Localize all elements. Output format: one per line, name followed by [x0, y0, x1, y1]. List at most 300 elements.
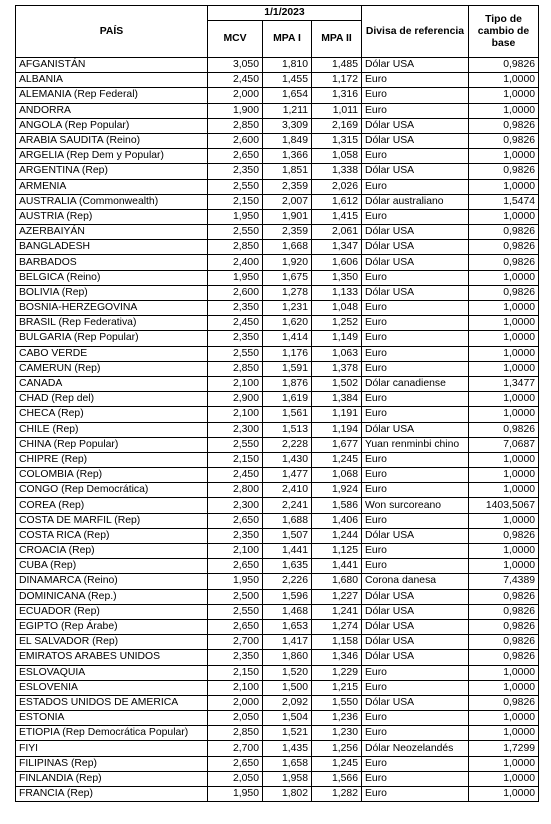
mcv-cell: 2,550	[208, 437, 263, 452]
mpa2-column-header: MPA II	[312, 21, 362, 58]
table-row	[16, 164, 539, 179]
rate-cell: 0,9826	[469, 528, 539, 543]
currency-cell: Dólar USA	[362, 604, 469, 619]
mpa1-cell: 1,688	[263, 513, 312, 528]
rate-cell: 1,0000	[469, 787, 539, 802]
country-cell: DINAMARCA (Reino)	[16, 574, 208, 589]
currency-cell: Dólar USA	[362, 285, 469, 300]
table-row	[16, 376, 539, 391]
allowance-rate-table	[15, 5, 539, 802]
mpa1-cell: 1,366	[263, 149, 312, 164]
table-row	[16, 149, 539, 164]
currency-cell: Won surcoreano	[362, 498, 469, 513]
country-cell: CHAD (Rep del)	[16, 392, 208, 407]
country-column-header: PAÍS	[16, 6, 208, 58]
table-row	[16, 726, 539, 741]
mpa1-cell: 1,920	[263, 255, 312, 270]
rate-cell: 1403,5067	[469, 498, 539, 513]
mcv-cell: 2,550	[208, 179, 263, 194]
mpa2-cell: 1,048	[312, 301, 362, 316]
mpa1-cell: 1,675	[263, 270, 312, 285]
rate-cell: 1,0000	[469, 270, 539, 285]
table-row	[16, 741, 539, 756]
table-row	[16, 665, 539, 680]
mpa1-cell: 2,007	[263, 194, 312, 209]
country-cell: AUSTRIA (Rep)	[16, 209, 208, 224]
country-cell: ARGELIA (Rep Dem y Popular)	[16, 149, 208, 164]
rate-cell: 1,7299	[469, 741, 539, 756]
mpa1-cell: 1,668	[263, 240, 312, 255]
currency-cell: Euro	[362, 346, 469, 361]
mpa1-cell: 1,278	[263, 285, 312, 300]
rate-cell: 1,0000	[469, 680, 539, 695]
mcv-cell: 2,100	[208, 544, 263, 559]
currency-cell: Dólar USA	[362, 635, 469, 650]
country-cell: ESLOVAQUIA	[16, 665, 208, 680]
mpa2-cell: 1,316	[312, 88, 362, 103]
currency-cell: Dólar USA	[362, 589, 469, 604]
table-body	[16, 58, 539, 802]
rate-cell: 0,9826	[469, 650, 539, 665]
table-row	[16, 574, 539, 589]
country-cell: COREA (Rep)	[16, 498, 208, 513]
mpa1-cell: 2,228	[263, 437, 312, 452]
mpa1-cell: 1,620	[263, 316, 312, 331]
mpa2-cell: 1,245	[312, 452, 362, 467]
mcv-cell: 2,650	[208, 149, 263, 164]
mcv-cell: 2,000	[208, 695, 263, 710]
table-row	[16, 133, 539, 148]
currency-cell: Dólar USA	[362, 695, 469, 710]
mcv-cell: 1,950	[208, 574, 263, 589]
rate-cell: 1,0000	[469, 301, 539, 316]
mcv-cell: 2,650	[208, 559, 263, 574]
mpa2-cell: 1,606	[312, 255, 362, 270]
mcv-cell: 2,450	[208, 316, 263, 331]
currency-cell: Euro	[362, 316, 469, 331]
table-row	[16, 392, 539, 407]
mpa2-cell: 1,550	[312, 695, 362, 710]
table-row	[16, 544, 539, 559]
mcv-cell: 2,100	[208, 407, 263, 422]
mpa2-cell: 1,415	[312, 209, 362, 224]
country-cell: COSTA DE MARFIL (Rep)	[16, 513, 208, 528]
mcv-cell: 2,600	[208, 133, 263, 148]
rate-cell: 1,0000	[469, 73, 539, 88]
currency-cell: Euro	[362, 726, 469, 741]
currency-cell: Euro	[362, 270, 469, 285]
rate-cell: 0,9826	[469, 604, 539, 619]
mpa2-cell: 1,236	[312, 711, 362, 726]
mpa2-cell: 1,378	[312, 361, 362, 376]
mpa2-cell: 1,058	[312, 149, 362, 164]
country-cell: ALBANIA	[16, 73, 208, 88]
mcv-cell: 2,150	[208, 665, 263, 680]
rate-cell: 0,9826	[469, 255, 539, 270]
rate-cell: 1,0000	[469, 559, 539, 574]
table-row	[16, 528, 539, 543]
rate-column-header: Tipo de cambio de base	[469, 6, 539, 58]
mpa1-cell: 1,468	[263, 604, 312, 619]
currency-cell: Euro	[362, 468, 469, 483]
mcv-cell: 1,950	[208, 270, 263, 285]
mcv-cell: 2,150	[208, 452, 263, 467]
rate-cell: 1,0000	[469, 88, 539, 103]
mcv-cell: 2,050	[208, 771, 263, 786]
rate-cell: 1,0000	[469, 756, 539, 771]
country-cell: ESLOVENIA	[16, 680, 208, 695]
mpa2-cell: 1,485	[312, 58, 362, 73]
mcv-cell: 2,550	[208, 225, 263, 240]
mcv-cell: 2,100	[208, 680, 263, 695]
mcv-cell: 2,150	[208, 194, 263, 209]
rate-cell: 0,9826	[469, 285, 539, 300]
table-row	[16, 225, 539, 240]
mcv-cell: 1,950	[208, 787, 263, 802]
mpa2-cell: 1,338	[312, 164, 362, 179]
mpa1-cell: 1,441	[263, 544, 312, 559]
mcv-cell: 2,650	[208, 619, 263, 634]
mpa2-cell: 1,230	[312, 726, 362, 741]
rate-cell: 1,0000	[469, 513, 539, 528]
rate-cell: 0,9826	[469, 133, 539, 148]
table-row	[16, 635, 539, 650]
rate-cell: 1,0000	[469, 711, 539, 726]
mpa1-cell: 1,658	[263, 756, 312, 771]
mpa2-cell: 1,227	[312, 589, 362, 604]
currency-cell: Euro	[362, 483, 469, 498]
table-header	[16, 6, 539, 58]
table-row	[16, 194, 539, 209]
country-cell: BARBADOS	[16, 255, 208, 270]
table-row	[16, 619, 539, 634]
mpa2-cell: 1,194	[312, 422, 362, 437]
mpa1-cell: 1,654	[263, 88, 312, 103]
country-cell: CONGO (Rep Democrática)	[16, 483, 208, 498]
rate-cell: 0,9826	[469, 225, 539, 240]
mpa1-cell: 1,521	[263, 726, 312, 741]
currency-cell: Euro	[362, 407, 469, 422]
table-row	[16, 331, 539, 346]
mpa1-cell: 1,231	[263, 301, 312, 316]
country-cell: CHILE (Rep)	[16, 422, 208, 437]
country-cell: BOSNIA-HERZEGOVINA	[16, 301, 208, 316]
mpa1-cell: 1,851	[263, 164, 312, 179]
table-row	[16, 73, 539, 88]
mpa1-cell: 1,504	[263, 711, 312, 726]
country-cell: EGIPTO (Rep Árabe)	[16, 619, 208, 634]
mpa1-cell: 1,477	[263, 468, 312, 483]
country-cell: ESTADOS UNIDOS DE AMERICA	[16, 695, 208, 710]
mpa2-cell: 1,256	[312, 741, 362, 756]
mpa2-cell: 1,680	[312, 574, 362, 589]
currency-cell: Dólar Neozelandés	[362, 741, 469, 756]
country-cell: BANGLADESH	[16, 240, 208, 255]
mpa1-cell: 1,455	[263, 73, 312, 88]
country-cell: ESTONIA	[16, 711, 208, 726]
mpa2-cell: 1,011	[312, 103, 362, 118]
rate-cell: 1,0000	[469, 452, 539, 467]
mpa2-cell: 1,158	[312, 635, 362, 650]
mpa1-cell: 1,860	[263, 650, 312, 665]
mpa2-cell: 1,924	[312, 483, 362, 498]
rate-cell: 0,9826	[469, 635, 539, 650]
country-cell: CHIPRE (Rep)	[16, 452, 208, 467]
mcv-cell: 2,400	[208, 255, 263, 270]
mpa2-cell: 1,244	[312, 528, 362, 543]
mpa2-cell: 2,169	[312, 118, 362, 133]
currency-cell: Euro	[362, 544, 469, 559]
mpa1-cell: 1,591	[263, 361, 312, 376]
country-cell: ARMENIA	[16, 179, 208, 194]
currency-cell: Euro	[362, 209, 469, 224]
table-row	[16, 407, 539, 422]
mpa1-cell: 1,876	[263, 376, 312, 391]
mcv-cell: 2,350	[208, 164, 263, 179]
currency-cell: Euro	[362, 392, 469, 407]
table-row	[16, 787, 539, 802]
rate-cell: 1,0000	[469, 209, 539, 224]
table-row	[16, 650, 539, 665]
currency-cell: Euro	[362, 179, 469, 194]
country-cell: DOMINICANA (Rep.)	[16, 589, 208, 604]
rate-cell: 1,0000	[469, 331, 539, 346]
mpa1-cell: 1,435	[263, 741, 312, 756]
mpa2-cell: 1,566	[312, 771, 362, 786]
country-cell: CUBA (Rep)	[16, 559, 208, 574]
mcv-cell: 2,350	[208, 331, 263, 346]
mcv-cell: 2,850	[208, 361, 263, 376]
mcv-cell: 2,300	[208, 498, 263, 513]
rate-cell: 1,0000	[469, 544, 539, 559]
mpa1-cell: 1,802	[263, 787, 312, 802]
currency-cell: Euro	[362, 665, 469, 680]
mpa1-cell: 1,619	[263, 392, 312, 407]
mpa1-cell: 1,958	[263, 771, 312, 786]
mpa2-cell: 1,125	[312, 544, 362, 559]
rate-cell: 1,0000	[469, 468, 539, 483]
mcv-cell: 2,350	[208, 301, 263, 316]
mcv-cell: 2,650	[208, 756, 263, 771]
table-row	[16, 285, 539, 300]
mcv-cell: 2,850	[208, 118, 263, 133]
table-row	[16, 240, 539, 255]
mcv-cell: 1,900	[208, 103, 263, 118]
mpa2-cell: 1,252	[312, 316, 362, 331]
rate-cell: 1,0000	[469, 149, 539, 164]
rate-cell: 1,0000	[469, 392, 539, 407]
mpa1-cell: 1,414	[263, 331, 312, 346]
mpa2-cell: 1,347	[312, 240, 362, 255]
currency-cell: Dólar USA	[362, 650, 469, 665]
mcv-cell: 2,650	[208, 513, 263, 528]
mpa1-cell: 2,241	[263, 498, 312, 513]
country-cell: CANADA	[16, 376, 208, 391]
table-row	[16, 468, 539, 483]
currency-cell: Dólar USA	[362, 118, 469, 133]
table-row	[16, 756, 539, 771]
table-row	[16, 498, 539, 513]
mpa2-cell: 1,677	[312, 437, 362, 452]
mcv-column-header: MCV	[208, 21, 263, 58]
rate-cell: 7,4389	[469, 574, 539, 589]
country-cell: AZERBAIYÁN	[16, 225, 208, 240]
mpa1-cell: 1,430	[263, 452, 312, 467]
mpa1-cell: 1,635	[263, 559, 312, 574]
rate-cell: 0,9826	[469, 589, 539, 604]
country-cell: ETIOPIA (Rep Democrática Popular)	[16, 726, 208, 741]
mpa2-cell: 1,133	[312, 285, 362, 300]
mcv-cell: 2,100	[208, 376, 263, 391]
rate-cell: 1,0000	[469, 771, 539, 786]
table-row	[16, 361, 539, 376]
currency-cell: Euro	[362, 711, 469, 726]
mpa1-cell: 1,561	[263, 407, 312, 422]
currency-cell: Euro	[362, 559, 469, 574]
mpa1-cell: 1,211	[263, 103, 312, 118]
country-cell: FRANCIA (Rep)	[16, 787, 208, 802]
mcv-cell: 2,500	[208, 589, 263, 604]
currency-cell: Corona danesa	[362, 574, 469, 589]
mpa2-cell: 1,068	[312, 468, 362, 483]
mpa2-cell: 1,274	[312, 619, 362, 634]
table-row	[16, 452, 539, 467]
rate-cell: 1,0000	[469, 346, 539, 361]
country-cell: ALEMANIA (Rep Federal)	[16, 88, 208, 103]
mpa1-cell: 1,417	[263, 635, 312, 650]
mpa2-cell: 1,229	[312, 665, 362, 680]
table-row	[16, 604, 539, 619]
mcv-cell: 2,700	[208, 741, 263, 756]
mcv-cell: 2,000	[208, 88, 263, 103]
mpa2-cell: 1,282	[312, 787, 362, 802]
rate-cell: 1,0000	[469, 316, 539, 331]
currency-cell: Euro	[362, 361, 469, 376]
rate-cell: 1,0000	[469, 179, 539, 194]
mpa1-cell: 1,507	[263, 528, 312, 543]
mpa1-cell: 1,653	[263, 619, 312, 634]
table-row	[16, 255, 539, 270]
currency-cell: Dólar canadiense	[362, 376, 469, 391]
country-cell: FILIPINAS (Rep)	[16, 756, 208, 771]
table-row	[16, 270, 539, 285]
country-cell: ARABIA SAUDITA (Reino)	[16, 133, 208, 148]
mcv-cell: 2,300	[208, 422, 263, 437]
country-cell: CAMERUN (Rep)	[16, 361, 208, 376]
table-row	[16, 103, 539, 118]
country-cell: FIYI	[16, 741, 208, 756]
rate-cell: 0,9826	[469, 422, 539, 437]
currency-cell: Euro	[362, 680, 469, 695]
rate-cell: 0,9826	[469, 164, 539, 179]
mcv-cell: 2,350	[208, 650, 263, 665]
mcv-cell: 2,600	[208, 285, 263, 300]
table-row	[16, 483, 539, 498]
currency-cell: Dólar USA	[362, 240, 469, 255]
mcv-cell: 2,700	[208, 635, 263, 650]
rate-cell: 0,9826	[469, 58, 539, 73]
rate-cell: 1,0000	[469, 726, 539, 741]
currency-cell: Euro	[362, 771, 469, 786]
mpa2-cell: 1,502	[312, 376, 362, 391]
rate-cell: 0,9826	[469, 118, 539, 133]
rate-cell: 1,0000	[469, 483, 539, 498]
country-cell: ANDORRA	[16, 103, 208, 118]
country-cell: BOLIVIA (Rep)	[16, 285, 208, 300]
mcv-cell: 2,900	[208, 392, 263, 407]
table-row	[16, 711, 539, 726]
mcv-cell: 2,050	[208, 711, 263, 726]
mpa2-cell: 1,612	[312, 194, 362, 209]
mpa2-cell: 2,061	[312, 225, 362, 240]
table-row	[16, 771, 539, 786]
mpa1-cell: 1,176	[263, 346, 312, 361]
rate-cell: 1,0000	[469, 103, 539, 118]
mpa1-cell: 1,810	[263, 58, 312, 73]
mpa2-cell: 1,215	[312, 680, 362, 695]
rate-cell: 0,9826	[469, 619, 539, 634]
country-cell: BELGICA (Reino)	[16, 270, 208, 285]
rate-cell: 1,5474	[469, 194, 539, 209]
country-cell: CROACIA (Rep)	[16, 544, 208, 559]
table-row	[16, 437, 539, 452]
mcv-cell: 3,050	[208, 58, 263, 73]
currency-cell: Yuan renminbi chino	[362, 437, 469, 452]
mpa2-cell: 1,350	[312, 270, 362, 285]
mpa2-cell: 1,384	[312, 392, 362, 407]
country-cell: EMIRATOS ARABES UNIDOS	[16, 650, 208, 665]
rate-cell: 0,9826	[469, 695, 539, 710]
country-cell: ANGOLA (Rep Popular)	[16, 118, 208, 133]
mcv-cell: 2,450	[208, 468, 263, 483]
table-row	[16, 209, 539, 224]
mpa2-cell: 1,586	[312, 498, 362, 513]
currency-cell: Dólar USA	[362, 255, 469, 270]
mpa2-cell: 1,441	[312, 559, 362, 574]
rate-cell: 1,0000	[469, 361, 539, 376]
currency-cell: Euro	[362, 88, 469, 103]
date-header: 1/1/2023	[208, 6, 362, 21]
mpa2-cell: 1,172	[312, 73, 362, 88]
rate-cell: 0,9826	[469, 240, 539, 255]
table-row	[16, 58, 539, 73]
mpa1-cell: 1,849	[263, 133, 312, 148]
mpa1-cell: 1,513	[263, 422, 312, 437]
mpa2-cell: 1,241	[312, 604, 362, 619]
currency-cell: Euro	[362, 756, 469, 771]
currency-cell: Euro	[362, 513, 469, 528]
mpa2-cell: 1,149	[312, 331, 362, 346]
currency-cell: Dólar australiano	[362, 194, 469, 209]
mpa1-cell: 2,226	[263, 574, 312, 589]
country-cell: ECUADOR (Rep)	[16, 604, 208, 619]
currency-cell: Euro	[362, 331, 469, 346]
mpa1-cell: 2,359	[263, 225, 312, 240]
mpa1-column-header: MPA I	[263, 21, 312, 58]
country-cell: CHINA (Rep Popular)	[16, 437, 208, 452]
mpa1-cell: 3,309	[263, 118, 312, 133]
table-row	[16, 118, 539, 133]
rate-cell: 1,3477	[469, 376, 539, 391]
table-row	[16, 559, 539, 574]
mpa1-cell: 1,500	[263, 680, 312, 695]
mpa1-cell: 1,520	[263, 665, 312, 680]
country-cell: AUSTRALIA (Commonwealth)	[16, 194, 208, 209]
currency-cell: Dólar USA	[362, 58, 469, 73]
country-cell: COLOMBIA (Rep)	[16, 468, 208, 483]
mpa1-cell: 2,410	[263, 483, 312, 498]
country-cell: CABO VERDE	[16, 346, 208, 361]
